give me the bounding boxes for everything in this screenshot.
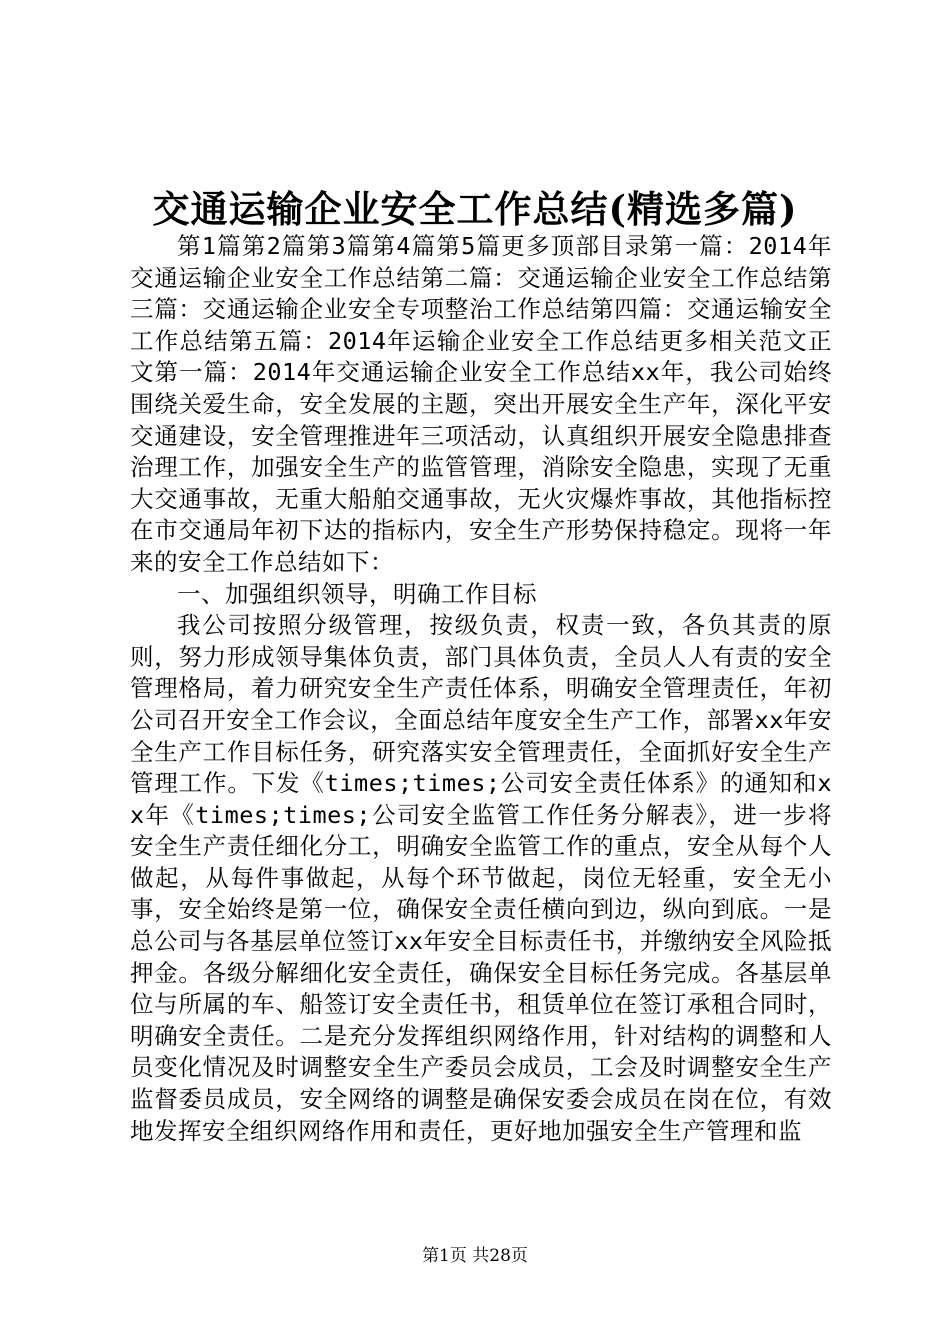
paragraph-section-1: 我公司按照分级管理，按级负责，权责一致，各负其责的原则，努力形成领导集体负责，部门具体负责，全员人人有责的安全管理格局，着力研究安全生产责任体系，明确安全管理责任，年初公司召开安全工作会议，全面总结年度安全生产工作，部署xx年安全生产工作目标任务，研究落实安全管理责任，全面抓好安全生产管理工作。下发《times;times;公司安全责任体系》的通知和xx年《times;times;公司安全监管工作任务分解表》，进一步将安全生产责任细化分工，明确安全监管工作的重点，安全从每个人做起，从每件事做起，从每个环节做起，岗位无轻重，安全无小事，安全始终是第一位，确保安全责任横向到边，纵向到底。一是总公司与各基层单位签订xx年安全目标责任书，并缴纳安全风险抵押金。各级分解细化安全责任，确保安全目标任务完成。各基层单位与所属的车、船签订安全责任书，租赁单位在签订承租合同时，明确安全责任。二是充分发挥组织网络作用，针对结构的调整和人员变化情况及时调整安全生产委员会成员，工会及时调整安全生产监督委员成员，安全网络的调整是确保安委会成员在岗在位，有效地发挥安全组织网络作用和责任，更好地加强安全生产管理和监	[130, 611, 832, 1145]
document-body	[130, 231, 832, 1147]
page-number-footer: 第1页 共28页	[422, 1246, 528, 1266]
section-heading: 一、加强组织领导，明确工作目标	[177, 579, 537, 608]
paragraph-intro: 第1篇第2篇第3篇第4篇第5篇更多顶部目录第一篇：2014年交通运输企业安全工作总结第二篇：交通运输企业安全工作总结第三篇：交通运输企业安全专项整治工作总结第四篇：交通运输安全工作总结第五篇：2014年运输企业安全工作总结更多相关范文正文第一篇：2014年交通运输企业安全工作总结xx年，我公司始终围绕关爱生命，安全发展的主题，突出开展安全生产年，深化平安交通建设，安全管理推进年三项活动，认真组织开展安全隐患排查治理工作，加强安全生产的监管管理，消除安全隐患，实现了无重大交通事故，无重大船舶交通事故，无火灾爆炸事故，其他指标控在市交通局年初下达的指标内，安全生产形势保持稳定。现将一年来的安全工作总结如下：	[130, 232, 832, 576]
document-title: 交通运输企业安全工作总结(精选多篇)	[152, 187, 798, 231]
